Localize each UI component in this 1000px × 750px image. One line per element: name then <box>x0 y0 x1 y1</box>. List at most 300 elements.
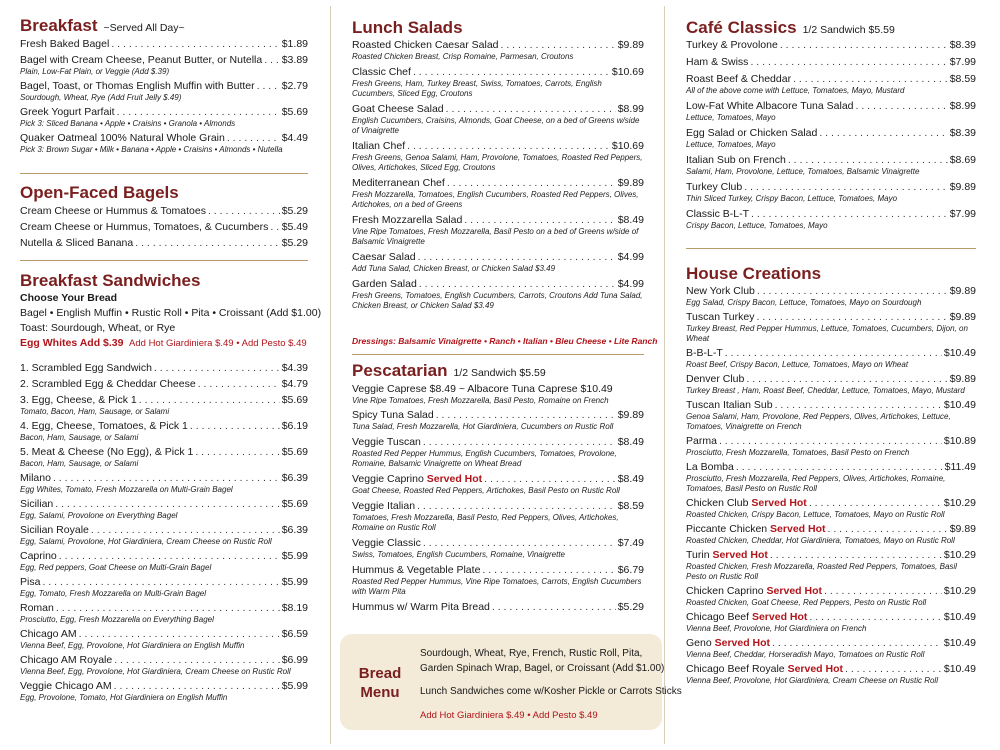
menu-item-row <box>20 498 308 511</box>
menu-item-price: $8.39 <box>949 39 976 51</box>
menu-item-name-text: Roast Beef & Cheddar <box>686 73 792 85</box>
open-faced-title: Open-Faced Bagels <box>20 183 179 202</box>
leader-dots <box>139 394 280 407</box>
menu-item-row <box>686 127 976 140</box>
menu-item-name <box>686 181 742 194</box>
menu-item-name <box>20 80 255 93</box>
menu-item-row <box>20 654 308 667</box>
menu-item-name-text: Hummus w/ Warm Pita Bread <box>352 601 490 613</box>
menu-item-price: $6.19 <box>281 420 308 432</box>
bread-menu-title: Bread Menu <box>358 665 402 701</box>
leader-dots <box>91 524 280 537</box>
leader-dots <box>55 498 279 511</box>
menu-item-desc: Tomatoes, Fresh Mozzarella, Basil Pesto, Red Peppers, Olives, Artichokes, Romaine on Rustic Roll <box>352 513 619 532</box>
menu-item <box>20 628 308 651</box>
caprese-desc: Vine Ripe Tomatoes, Fresh Mozzarella, Basil Pesto, Romaine on French <box>352 396 609 405</box>
bread-options <box>20 292 322 350</box>
menu-item-desc: Pick 3: Sliced Banana • Apple • Craisins • Granola • Almonds <box>20 119 236 128</box>
menu-item-price: $6.39 <box>281 472 308 484</box>
menu-item-name <box>686 549 768 562</box>
served-hot-label: Served Hot <box>751 611 808 623</box>
menu-item-desc: Prosciutto, Fresh Mozzarella, Tomatoes, Basil Pesto on French <box>686 448 910 457</box>
menu-item-desc: Roasted Red Pepper Hummus, Vine Ripe Tomatoes, Carrots, English Cucumbers with Warm Pita <box>352 577 642 596</box>
menu-item-desc: Genoa Salami, Ham, Provolone, Red Peppers, Olives, Artichokes, Lettuce, Tomatoes, Vinaigrette on French <box>686 412 951 431</box>
menu-item-row <box>20 394 308 407</box>
bread-menu-box <box>340 634 682 730</box>
menu-item-price: $10.29 <box>943 585 976 597</box>
menu-item-name-text: Turkey Club <box>686 181 743 193</box>
menu-item-name <box>352 103 444 116</box>
menu-item <box>352 409 644 432</box>
menu-item <box>20 394 308 417</box>
menu-item-name <box>352 409 434 422</box>
menu-item-name <box>20 446 193 459</box>
menu-item <box>20 80 308 103</box>
menu-item <box>686 637 976 660</box>
menu-item-name-text: Egg Salad or Chicken Salad <box>686 127 818 139</box>
menu-item-name <box>686 347 723 360</box>
menu-item-row <box>352 564 644 577</box>
menu-item-name-text: Geno <box>686 637 715 649</box>
menu-item-name <box>686 637 770 650</box>
menu-item <box>20 378 308 391</box>
choose-bread-label: Choose Your Bread <box>20 292 118 304</box>
menu-item-row <box>686 73 976 86</box>
menu-item-price: $7.99 <box>949 208 976 220</box>
menu-item-name-text: 1. Scrambled Egg Sandwich <box>20 362 152 374</box>
leader-dots <box>436 409 616 422</box>
menu-item <box>352 39 644 62</box>
menu-item-name-text: Hummus & Vegetable Plate <box>352 564 481 576</box>
menu-item-name-text: Chicken Club <box>686 497 752 509</box>
menu-item-name-text: Veggie Tuscan <box>352 436 421 448</box>
menu-item-name-text: Veggie Italian <box>352 500 416 512</box>
leader-dots <box>447 177 616 190</box>
menu-item-desc: Roasted Red Pepper Hummus, English Cucumbers, Tomatoes, Provolone, Romaine, Balsamic Vinaigrette on Wheat Bread <box>352 449 617 468</box>
menu-item-row <box>686 208 976 221</box>
menu-item <box>352 473 644 496</box>
leader-dots <box>42 576 279 589</box>
menu-item-desc: Roast Beef, Crispy Bacon, Lettuce, Tomatoes, Mayo on Wheat <box>686 360 909 369</box>
menu-item-name <box>686 39 778 52</box>
pescatarian-list <box>352 409 644 618</box>
menu-item-row <box>686 100 976 113</box>
menu-item-name-text: Italian Chef <box>352 140 406 152</box>
menu-item-name <box>20 576 40 589</box>
menu-item-desc: Crispy Bacon, Lettuce, Tomatoes, Mayo <box>686 221 828 230</box>
house-creations-list <box>686 285 976 689</box>
menu-item-row <box>352 103 644 116</box>
menu-item <box>686 663 976 686</box>
menu-item <box>686 435 976 458</box>
menu-item <box>20 132 308 155</box>
menu-item-name <box>20 237 133 250</box>
menu-item-row <box>20 205 308 218</box>
leader-dots <box>770 549 942 562</box>
menu-item-name-text: Denver Club <box>686 373 745 385</box>
menu-item-name-text: Sicilian <box>20 498 54 510</box>
menu-item-name <box>686 523 825 536</box>
menu-item-desc: Plain, Low-Fat Plain, or Veggie (Add $.39) <box>20 67 170 76</box>
menu-item-desc: Fresh Greens, Tomatoes, English Cucumbers, Carrots, Croutons Add Tuna Salad, Chicken Breast, or Chicken Salad $3.49 <box>352 291 643 310</box>
menu-item-name-text: Pisa <box>20 576 41 588</box>
menu-item-price: $4.49 <box>281 132 308 144</box>
menu-item <box>20 106 308 129</box>
menu-item-name-text: Greek Yogurt Parfait <box>20 106 115 118</box>
menu-item-row <box>352 601 644 614</box>
menu-item-price: $5.69 <box>281 394 308 406</box>
menu-item-name-text: 3. Egg, Cheese, & Pick 1 <box>20 394 137 406</box>
menu-item-price: $9.89 <box>617 409 644 421</box>
menu-item-name-text: Fresh Baked Bagel <box>20 38 110 50</box>
menu-item-price: $10.49 <box>943 347 976 359</box>
menu-item <box>352 251 644 274</box>
menu-item-name <box>352 537 421 550</box>
menu-item <box>686 347 976 370</box>
menu-item-row <box>686 56 976 69</box>
menu-item-name-text: Milano <box>20 472 51 484</box>
menu-item <box>20 362 308 375</box>
leader-dots <box>744 181 948 194</box>
leader-dots <box>56 602 280 615</box>
menu-item-name-text: Quaker Oatmeal 100% Natural Whole Grain <box>20 132 225 144</box>
menu-item-row <box>686 663 976 676</box>
hot-addons: Add Hot Giardiniera $.49 • Add Pesto $.49 <box>129 338 307 349</box>
menu-item <box>352 500 644 533</box>
menu-item-price: $11.49 <box>944 461 976 473</box>
menu-item-desc: Salami, Ham, Provolone, Lettuce, Tomatoes, Balsamic Vinaigrette <box>686 167 920 176</box>
served-hot-label: Served Hot <box>426 473 483 485</box>
menu-item-name-text: Caprino <box>20 550 57 562</box>
menu-item-desc: Turkey Breast , Ham, Roast Beef, Cheddar, Lettuce, Tomatoes, Mayo, Mustard <box>686 386 965 395</box>
menu-item-price: $8.49 <box>617 473 644 485</box>
leader-dots <box>423 436 616 449</box>
cafe-classics-list <box>686 39 976 235</box>
menu-item-row <box>20 362 308 375</box>
menu-item-name <box>686 127 817 140</box>
menu-item-name <box>20 362 152 375</box>
leader-dots <box>59 550 280 563</box>
cafe-classics-title: Café Classics 1/2 Sandwich $5.59 <box>686 18 895 37</box>
breakfast-list <box>20 38 308 158</box>
menu-item-row <box>20 680 308 693</box>
menu-item-name <box>686 56 748 69</box>
menu-item-price: $5.29 <box>281 237 308 249</box>
menu-item-row <box>20 524 308 537</box>
menu-item-name <box>20 132 225 145</box>
menu-item-price: $6.39 <box>281 524 308 536</box>
menu-item-name-text: Chicago Beef <box>686 611 752 623</box>
menu-item-desc: Bacon, Ham, Sausage, or Salami <box>20 459 139 468</box>
menu-item-price: $8.99 <box>949 100 976 112</box>
menu-item-row <box>352 409 644 422</box>
menu-item-name-text: Low-Fat White Albacore Tuna Salad <box>686 100 854 112</box>
menu-item <box>686 127 976 150</box>
menu-item-price: $5.69 <box>281 106 308 118</box>
menu-item-row <box>20 221 308 234</box>
menu-item-name-text: Roasted Chicken Caesar Salad <box>352 39 499 51</box>
menu-item <box>352 436 644 469</box>
menu-item-row <box>686 39 976 52</box>
menu-item-row <box>20 446 308 459</box>
leader-dots <box>750 56 947 69</box>
leader-dots <box>135 237 279 250</box>
leader-dots <box>418 251 616 264</box>
leader-dots <box>257 80 280 93</box>
menu-item-row <box>686 523 976 536</box>
menu-item-price: $8.99 <box>617 103 644 115</box>
section-divider <box>686 248 976 249</box>
menu-item-name-text: Roman <box>20 602 54 614</box>
leader-dots <box>772 637 942 650</box>
menu-item <box>352 278 644 311</box>
leader-dots <box>114 680 280 693</box>
menu-item <box>686 549 976 582</box>
menu-item <box>20 550 308 573</box>
menu-item-desc: Vienna Beef, Egg, Provolone, Hot Giardiniera on English Muffin <box>20 641 245 650</box>
menu-item-price: $10.69 <box>611 66 644 78</box>
menu-item-name <box>686 461 734 474</box>
menu-item-price: $5.29 <box>617 601 644 613</box>
dressings-line: Dressings: Balsamic Vinaigrette • Ranch • Italian • Bleu Cheese • Lite Ranch <box>352 336 658 346</box>
menu-item-name <box>686 585 822 598</box>
menu-item-price: $10.29 <box>943 549 976 561</box>
menu-item <box>20 576 308 599</box>
menu-item-name <box>20 628 77 641</box>
menu-item-name <box>20 654 112 667</box>
leader-dots <box>827 523 947 536</box>
menu-item-name-text: Spicy Tuna Salad <box>352 409 434 421</box>
menu-item-desc: Turkey Breast, Red Pepper Hummus, Lettuce, Tomatoes, Cucumbers, Dijon, on Wheat <box>686 324 968 343</box>
leader-dots <box>484 473 616 486</box>
menu-item-name <box>352 39 499 52</box>
menu-item <box>20 205 308 218</box>
bread-menu-line: Sourdough, Wheat, Rye, French, Rustic Roll, Pita, <box>420 648 643 659</box>
menu-item <box>20 237 308 250</box>
open-faced-list <box>20 205 308 253</box>
menu-item-name-text: Veggie Caprino <box>352 473 427 485</box>
menu-item-price: $9.89 <box>949 523 976 535</box>
menu-item-row <box>686 435 976 448</box>
menu-item-desc: Fresh Greens, Genoa Salami, Ham, Provolone, Tomatoes, Roasted Red Peppers, Olives, Artichokes, Sliced Egg, Croutons <box>352 153 643 172</box>
menu-item-name-text: Classic B-L-T <box>686 208 750 220</box>
menu-item-name-text: Chicago AM <box>20 628 77 640</box>
menu-item <box>686 373 976 396</box>
menu-item <box>686 399 976 432</box>
menu-item-name <box>20 602 54 615</box>
leader-dots <box>492 601 616 614</box>
column-divider <box>664 6 665 744</box>
menu-item-row <box>20 576 308 589</box>
menu-item-row <box>352 39 644 52</box>
menu-item-row <box>686 549 976 562</box>
breakfast-subtitle: ~Served All Day~ <box>103 22 185 34</box>
leader-dots <box>407 140 610 153</box>
menu-item-price: $2.79 <box>281 80 308 92</box>
menu-item-price: $1.89 <box>281 38 308 50</box>
menu-item-name-text: Bagel, Toast, or Thomas English Muffin with Butter <box>20 80 255 92</box>
menu-item-name-text: Bagel with Cream Cheese, Peanut Butter, or Nutella <box>20 54 263 66</box>
leader-dots <box>756 311 947 324</box>
menu-item-name <box>20 205 206 218</box>
menu-item-desc: Tuna Salad, Fresh Mozzarella, Hot Giardiniera, Cucumbers on Rustic Roll <box>352 422 614 431</box>
served-hot-label: Served Hot <box>751 497 807 509</box>
menu-item-name <box>20 498 53 511</box>
menu-item <box>686 585 976 608</box>
menu-item-desc: Roasted Chicken, Goat Cheese, Red Peppers, Pesto on Rustic Roll <box>686 598 927 607</box>
menu-item-price: $10.29 <box>943 497 976 509</box>
menu-item-desc: Egg, Provolone, Tomato, Hot Giardiniera on English Muffin <box>20 693 228 702</box>
menu-item-name <box>686 73 791 86</box>
menu-item-price: $10.49 <box>943 637 976 649</box>
leader-dots <box>736 461 943 474</box>
menu-item <box>686 523 976 546</box>
menu-item-desc: Egg Salad, Crispy Bacon, Lettuce, Tomatoes, Mayo on Sourdough <box>686 298 922 307</box>
leader-dots <box>79 628 280 641</box>
menu-item-name-text: New York Club <box>686 285 755 297</box>
menu-item-name-text: B-B-L-T <box>686 347 723 359</box>
breakfast-sandwiches-title: Breakfast Sandwiches <box>20 271 201 290</box>
leader-dots <box>190 420 280 433</box>
menu-item-row <box>20 106 308 119</box>
menu-item-price: $10.89 <box>943 435 976 447</box>
menu-item-row <box>686 311 976 324</box>
menu-item <box>20 524 308 547</box>
menu-item <box>352 537 644 560</box>
leader-dots <box>419 278 616 291</box>
menu-item-name <box>352 500 415 513</box>
menu-item-desc: Roasted Chicken Breast, Crisp Romaine, Parmesan, Croutons <box>352 52 574 61</box>
menu-item-name-text: Ham & Swiss <box>686 56 749 68</box>
menu-item-name <box>352 473 482 486</box>
menu-item <box>20 446 308 469</box>
menu-item-desc: Egg, Salami, Provolone, Hot Giardiniera, Cream Cheese on Rustic Roll <box>20 537 272 546</box>
menu-item-row <box>20 472 308 485</box>
menu-item-row <box>20 628 308 641</box>
menu-item-price: $4.99 <box>617 278 644 290</box>
menu-item-name <box>352 601 490 614</box>
menu-item <box>20 602 308 625</box>
lunch-salads-title: Lunch Salads <box>352 18 463 37</box>
menu-item-desc: Bacon, Ham, Sausage, or Salami <box>20 433 139 442</box>
menu-item-price: $8.49 <box>617 214 644 226</box>
toast-choices: Toast: Sourdough, Wheat, or Rye <box>20 322 176 334</box>
menu-item-row <box>686 497 976 510</box>
menu-item-name <box>20 54 262 67</box>
menu-item-row <box>352 500 644 513</box>
menu-item-desc: English Cucumbers, Craisins, Almonds, Goat Cheese, on a bed of Greens w/side of Vinaigrette <box>352 116 640 135</box>
menu-item <box>686 154 976 177</box>
menu-item-desc: Sourdough, Wheat, Rye (Add Fruit Jelly $.49) <box>20 93 182 102</box>
menu-item-name <box>20 680 112 693</box>
menu-item-price: $5.99 <box>281 680 308 692</box>
leader-dots <box>751 208 948 221</box>
menu-item-price: $7.99 <box>949 56 976 68</box>
leader-dots <box>757 285 948 298</box>
menu-item-price: $5.99 <box>281 576 308 588</box>
menu-item-name <box>352 564 480 577</box>
menu-item-name <box>20 394 137 407</box>
menu-item-name-text: Fresh Mozzarella Salad <box>352 214 463 226</box>
bread-menu-line: Garden Spinach Wrap, Bagel, or Croissant (Add $1.00) <box>420 663 665 674</box>
leader-dots <box>809 611 941 624</box>
menu-item-desc: Egg, Red peppers, Goat Cheese on Multi-Grain Bagel <box>20 563 212 572</box>
menu-item-desc: Roasted Chicken, Cheddar, Hot Giardiniera, Tomatoes, Mayo on Rustic Roll <box>686 536 955 545</box>
menu-item-price: $8.69 <box>949 154 976 166</box>
menu-item-price: $4.99 <box>617 251 644 263</box>
leader-dots <box>482 564 615 577</box>
egg-whites-addon: Egg Whites Add $.39 <box>20 337 124 349</box>
menu-item <box>20 654 308 677</box>
menu-item-desc: Vine Ripe Tomatoes, Fresh Mozzarella, Basil Pesto on a bed of Greens w/side of Balsamic Vinaigrette <box>352 227 639 246</box>
menu-item-name-text: Turkey & Provolone <box>686 39 778 51</box>
leader-dots <box>195 446 279 459</box>
leader-dots <box>819 127 947 140</box>
menu-item-row <box>20 378 308 391</box>
menu-item-price: $10.49 <box>943 663 976 675</box>
menu-item-name <box>352 436 421 449</box>
menu-item-row <box>20 80 308 93</box>
menu-item-price: $8.59 <box>949 73 976 85</box>
menu-item-price: $9.89 <box>617 177 644 189</box>
leader-dots <box>824 585 942 598</box>
menu-item-desc: Lettuce, Tomatoes, Mayo <box>686 113 776 122</box>
menu-item-desc: Pick 3: Brown Sugar • Milk • Banana • Apple • Craisins • Almonds • Nutella <box>20 145 283 154</box>
menu-item-price: $9.89 <box>949 311 976 323</box>
leader-dots <box>719 435 942 448</box>
menu-item-row <box>352 436 644 449</box>
served-hot-label: Served Hot <box>787 663 843 675</box>
menu-item-desc: Fresh Mozzarella, Tomatoes, English Cucumbers, Roasted Red Peppers, Olives, Artichokes, on a bed of Greens <box>352 190 639 209</box>
breakfast-title: Breakfast ~Served All Day~ <box>20 16 185 35</box>
served-hot-label: Served Hot <box>714 637 771 649</box>
bread-choices: Bagel • English Muffin • Rustic Roll • Pita • Croissant (Add $1.00) <box>20 307 322 319</box>
menu-item-price: $5.99 <box>281 550 308 562</box>
leader-dots <box>746 373 947 386</box>
menu-item-desc: Egg, Salami, Provolone on Everything Bagel <box>20 511 178 520</box>
menu-item <box>20 498 308 521</box>
menu-item-name-text: Chicago Beef Royale <box>686 663 788 675</box>
addons-line <box>20 337 308 350</box>
breakfast-sandwiches-list <box>20 362 308 706</box>
menu-item-name-text: Sicilian Royale <box>20 524 89 536</box>
menu-item-desc: Vienna Beef, Provolone, Hot Giardiniera on French <box>686 624 867 633</box>
menu-item-row <box>20 602 308 615</box>
served-hot-label: Served Hot <box>712 549 768 561</box>
leader-dots <box>208 205 280 218</box>
menu-item-name <box>686 399 773 412</box>
menu-item-price: $10.49 <box>943 399 976 411</box>
menu-item-name <box>20 38 109 51</box>
menu-item-row <box>352 537 644 550</box>
menu-item-desc: All of the above come with Lettuce, Tomatoes, Mayo, Mustard <box>686 86 905 95</box>
leader-dots <box>793 73 948 86</box>
menu-item-name-text: 2. Scrambled Egg & Cheddar Cheese <box>20 378 196 390</box>
column-divider <box>330 6 331 744</box>
menu-item-name-text: Cream Cheese or Hummus, Tomatoes, & Cucumbers <box>20 221 269 233</box>
menu-item-name-text: 5. Meat & Cheese (No Egg), & Pick 1 <box>20 446 194 458</box>
menu-item-row <box>352 214 644 227</box>
menu-item-name-text: Caesar Salad <box>352 251 416 263</box>
leader-dots <box>154 362 280 375</box>
menu-item-name-text: Parma <box>686 435 717 447</box>
menu-item <box>686 497 976 520</box>
menu-item-row <box>686 154 976 167</box>
menu-item-name <box>686 497 807 510</box>
menu-item-price: $8.19 <box>281 602 308 614</box>
menu-item <box>686 611 976 634</box>
menu-item-price: $5.69 <box>281 446 308 458</box>
